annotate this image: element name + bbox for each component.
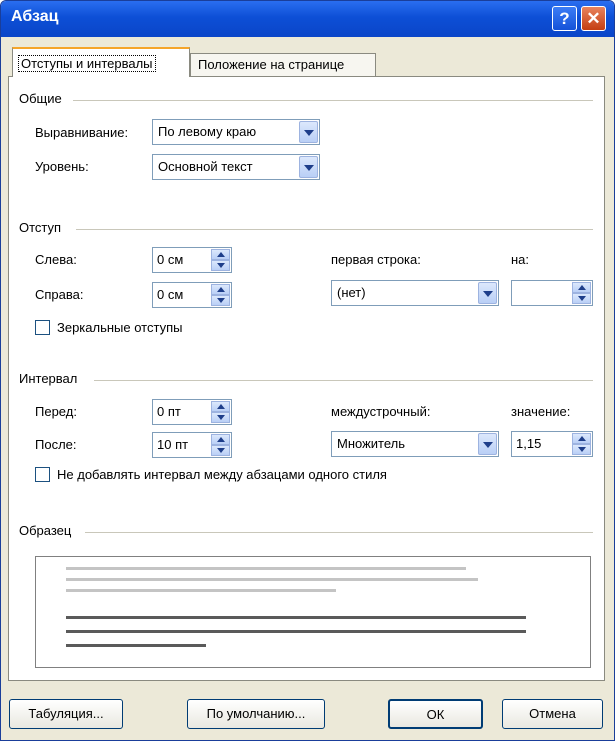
spin-down-icon[interactable] (572, 444, 591, 455)
chevron-down-icon[interactable] (478, 433, 497, 455)
at-label: значение: (511, 404, 571, 419)
indent-heading: Отступ (19, 220, 62, 235)
indent-right-label: Справа: (35, 287, 84, 302)
sample-text-line (66, 630, 526, 633)
spin-up-icon[interactable] (572, 433, 591, 444)
indent-left-spinner[interactable] (152, 247, 232, 273)
line-spacing-select[interactable] (331, 431, 499, 457)
line-spacing-value: Множитель (337, 436, 406, 451)
chevron-down-icon[interactable] (299, 121, 318, 143)
mirror-indents-label: Зеркальные отступы (57, 320, 183, 335)
spin-down-icon[interactable] (211, 412, 230, 423)
tab-label: Отступы и интервалы (18, 55, 156, 72)
general-heading: Общие (19, 91, 62, 106)
at-value: 1,15 (516, 436, 542, 451)
spacing-before-label: Перед: (35, 404, 77, 419)
general-divider (73, 100, 593, 101)
spacing-divider (94, 380, 593, 381)
close-button[interactable]: ✕ (581, 6, 606, 31)
chevron-down-icon[interactable] (299, 156, 318, 178)
previous-paragraph-line (66, 578, 478, 581)
indent-right-spinner[interactable] (152, 282, 232, 308)
ok-button[interactable]: ОК (388, 699, 483, 729)
no-space-label: Не добавлять интервал между абзацами одного стиля (57, 467, 387, 482)
spin-up-icon[interactable] (211, 401, 230, 412)
preview-box (35, 556, 591, 668)
spin-down-icon[interactable] (211, 445, 230, 456)
at-spinner[interactable] (511, 431, 593, 457)
level-value: Основной текст (158, 159, 253, 174)
alignment-value: По левому краю (158, 124, 257, 139)
spin-down-icon[interactable] (211, 295, 230, 306)
line-spacing-label: междустрочный: (331, 404, 431, 419)
spacing-before-spinner[interactable] (152, 399, 232, 425)
mirror-indents-checkbox[interactable] (35, 320, 50, 335)
by-spinner[interactable] (511, 280, 593, 306)
spacing-after-label: После: (35, 437, 77, 452)
preview-heading: Образец (19, 523, 72, 538)
spin-up-icon[interactable] (572, 282, 591, 293)
no-space-checkbox[interactable] (35, 467, 50, 482)
spacing-after-value: 10 пт (157, 437, 189, 452)
chevron-down-icon[interactable] (478, 282, 497, 304)
help-button[interactable]: ? (552, 6, 577, 31)
indent-divider (76, 229, 593, 230)
title-bar[interactable] (1, 1, 614, 37)
spacing-heading: Интервал (19, 371, 78, 386)
spin-down-icon[interactable] (211, 260, 230, 271)
spin-up-icon[interactable] (211, 249, 230, 260)
indent-left-label: Слева: (35, 252, 77, 267)
default-button[interactable]: По умолчанию... (187, 699, 325, 729)
spin-down-icon[interactable] (572, 293, 591, 304)
tab-page-position[interactable] (190, 53, 376, 76)
alignment-label: Выравнивание: (35, 125, 129, 140)
spin-up-icon[interactable] (211, 284, 230, 295)
cancel-button[interactable]: Отмена (502, 699, 603, 729)
tabs-button[interactable]: Табуляция... (9, 699, 123, 729)
sample-text-line (66, 616, 526, 619)
first-line-label: первая строка: (331, 252, 421, 267)
preview-divider (85, 532, 593, 533)
spin-up-icon[interactable] (211, 434, 230, 445)
sample-text-line (66, 644, 206, 647)
previous-paragraph-line (66, 589, 336, 592)
first-line-value: (нет) (337, 285, 366, 300)
window-title: Абзац (11, 8, 59, 25)
tab-indents-spacing[interactable] (12, 47, 190, 77)
spacing-after-spinner[interactable] (152, 432, 232, 458)
previous-paragraph-line (66, 567, 466, 570)
by-label: на: (511, 252, 530, 267)
alignment-select[interactable] (152, 119, 320, 145)
level-label: Уровень: (35, 159, 89, 174)
level-select[interactable] (152, 154, 320, 180)
spacing-before-value: 0 пт (157, 404, 181, 419)
indent-left-value: 0 см (157, 252, 184, 267)
indent-right-value: 0 см (157, 287, 184, 302)
tab-label: Положение на странице (198, 57, 345, 72)
first-line-select[interactable] (331, 280, 499, 306)
